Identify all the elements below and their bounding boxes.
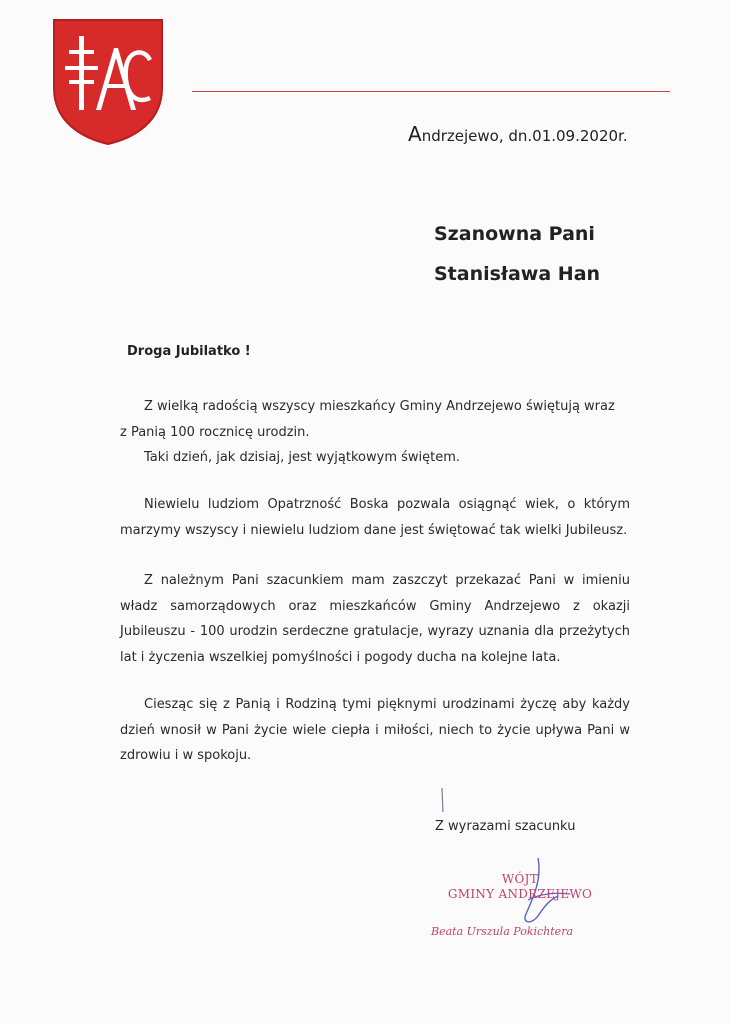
paragraph-1-line-3: Taki dzień, jak dzisiaj, jest wyjątkowym świętem. [144,450,461,465]
paragraph-1 [120,394,630,471]
paragraph-1-line-1: Z wielką radością wszyscy mieszkańcy Gminy Andrzejewo świętują wraz [144,399,615,414]
letter-date [408,122,628,146]
closing-phrase: Z wyrazami szacunku [435,819,576,834]
paragraph-3 [120,568,630,670]
header-rule [192,91,670,92]
addressee-block [434,214,600,294]
paragraph-4-text: Ciesząc się z Panią i Rodziną tymi pięknymi urodzinami życzę aby każdy dzień wnosił w Pani życie wiele ciepła i miłości, niech to życie upływa Pani w zdrowiu i w spokoju. [120,697,630,763]
date-initial: A [408,122,422,146]
stamp-title [430,872,610,902]
stamp-name: Beata Urszula Pokichtera [431,925,574,938]
date-text: ndrzejewo, dn.01.09.2020r. [421,127,628,145]
stamp-title-line-1: WÓJT [501,872,539,886]
paragraph-2 [120,492,630,543]
handwritten-signature-icon [430,788,620,938]
paragraph-2-text: Niewielu ludziom Opatrzność Boska pozwala osiągnąć wiek, o którym marzymy wszyscy i niewielu ludziom dane jest świętować tak wielki Jubileusz. [120,497,630,538]
addressee-salutation: Szanowna Pani [434,223,595,245]
paragraph-4 [120,692,630,769]
stamp-title-line-2: GMINY ANDRZEJEWO [447,887,593,901]
municipal-crest-icon [52,18,164,146]
greeting: Droga Jubilatko ! [127,344,251,359]
addressee-name: Stanisława Han [434,263,601,285]
paragraph-3-text: Z należnym Pani szacunkiem mam zaszczyt przekazać Pani w imieniu władz samorządowych oraz mieszkańców Gminy Andrzejewo z okazji Jubileuszu - 100 urodzin serdeczne gratulacje, wyrazy uznania dla przeżytych lat i życzenia wszelkiej pomyślności i pogody ducha na kolejne lata. [120,573,630,665]
paragraph-1-line-2: z Panią 100 rocznicę urodzin. [120,424,310,440]
